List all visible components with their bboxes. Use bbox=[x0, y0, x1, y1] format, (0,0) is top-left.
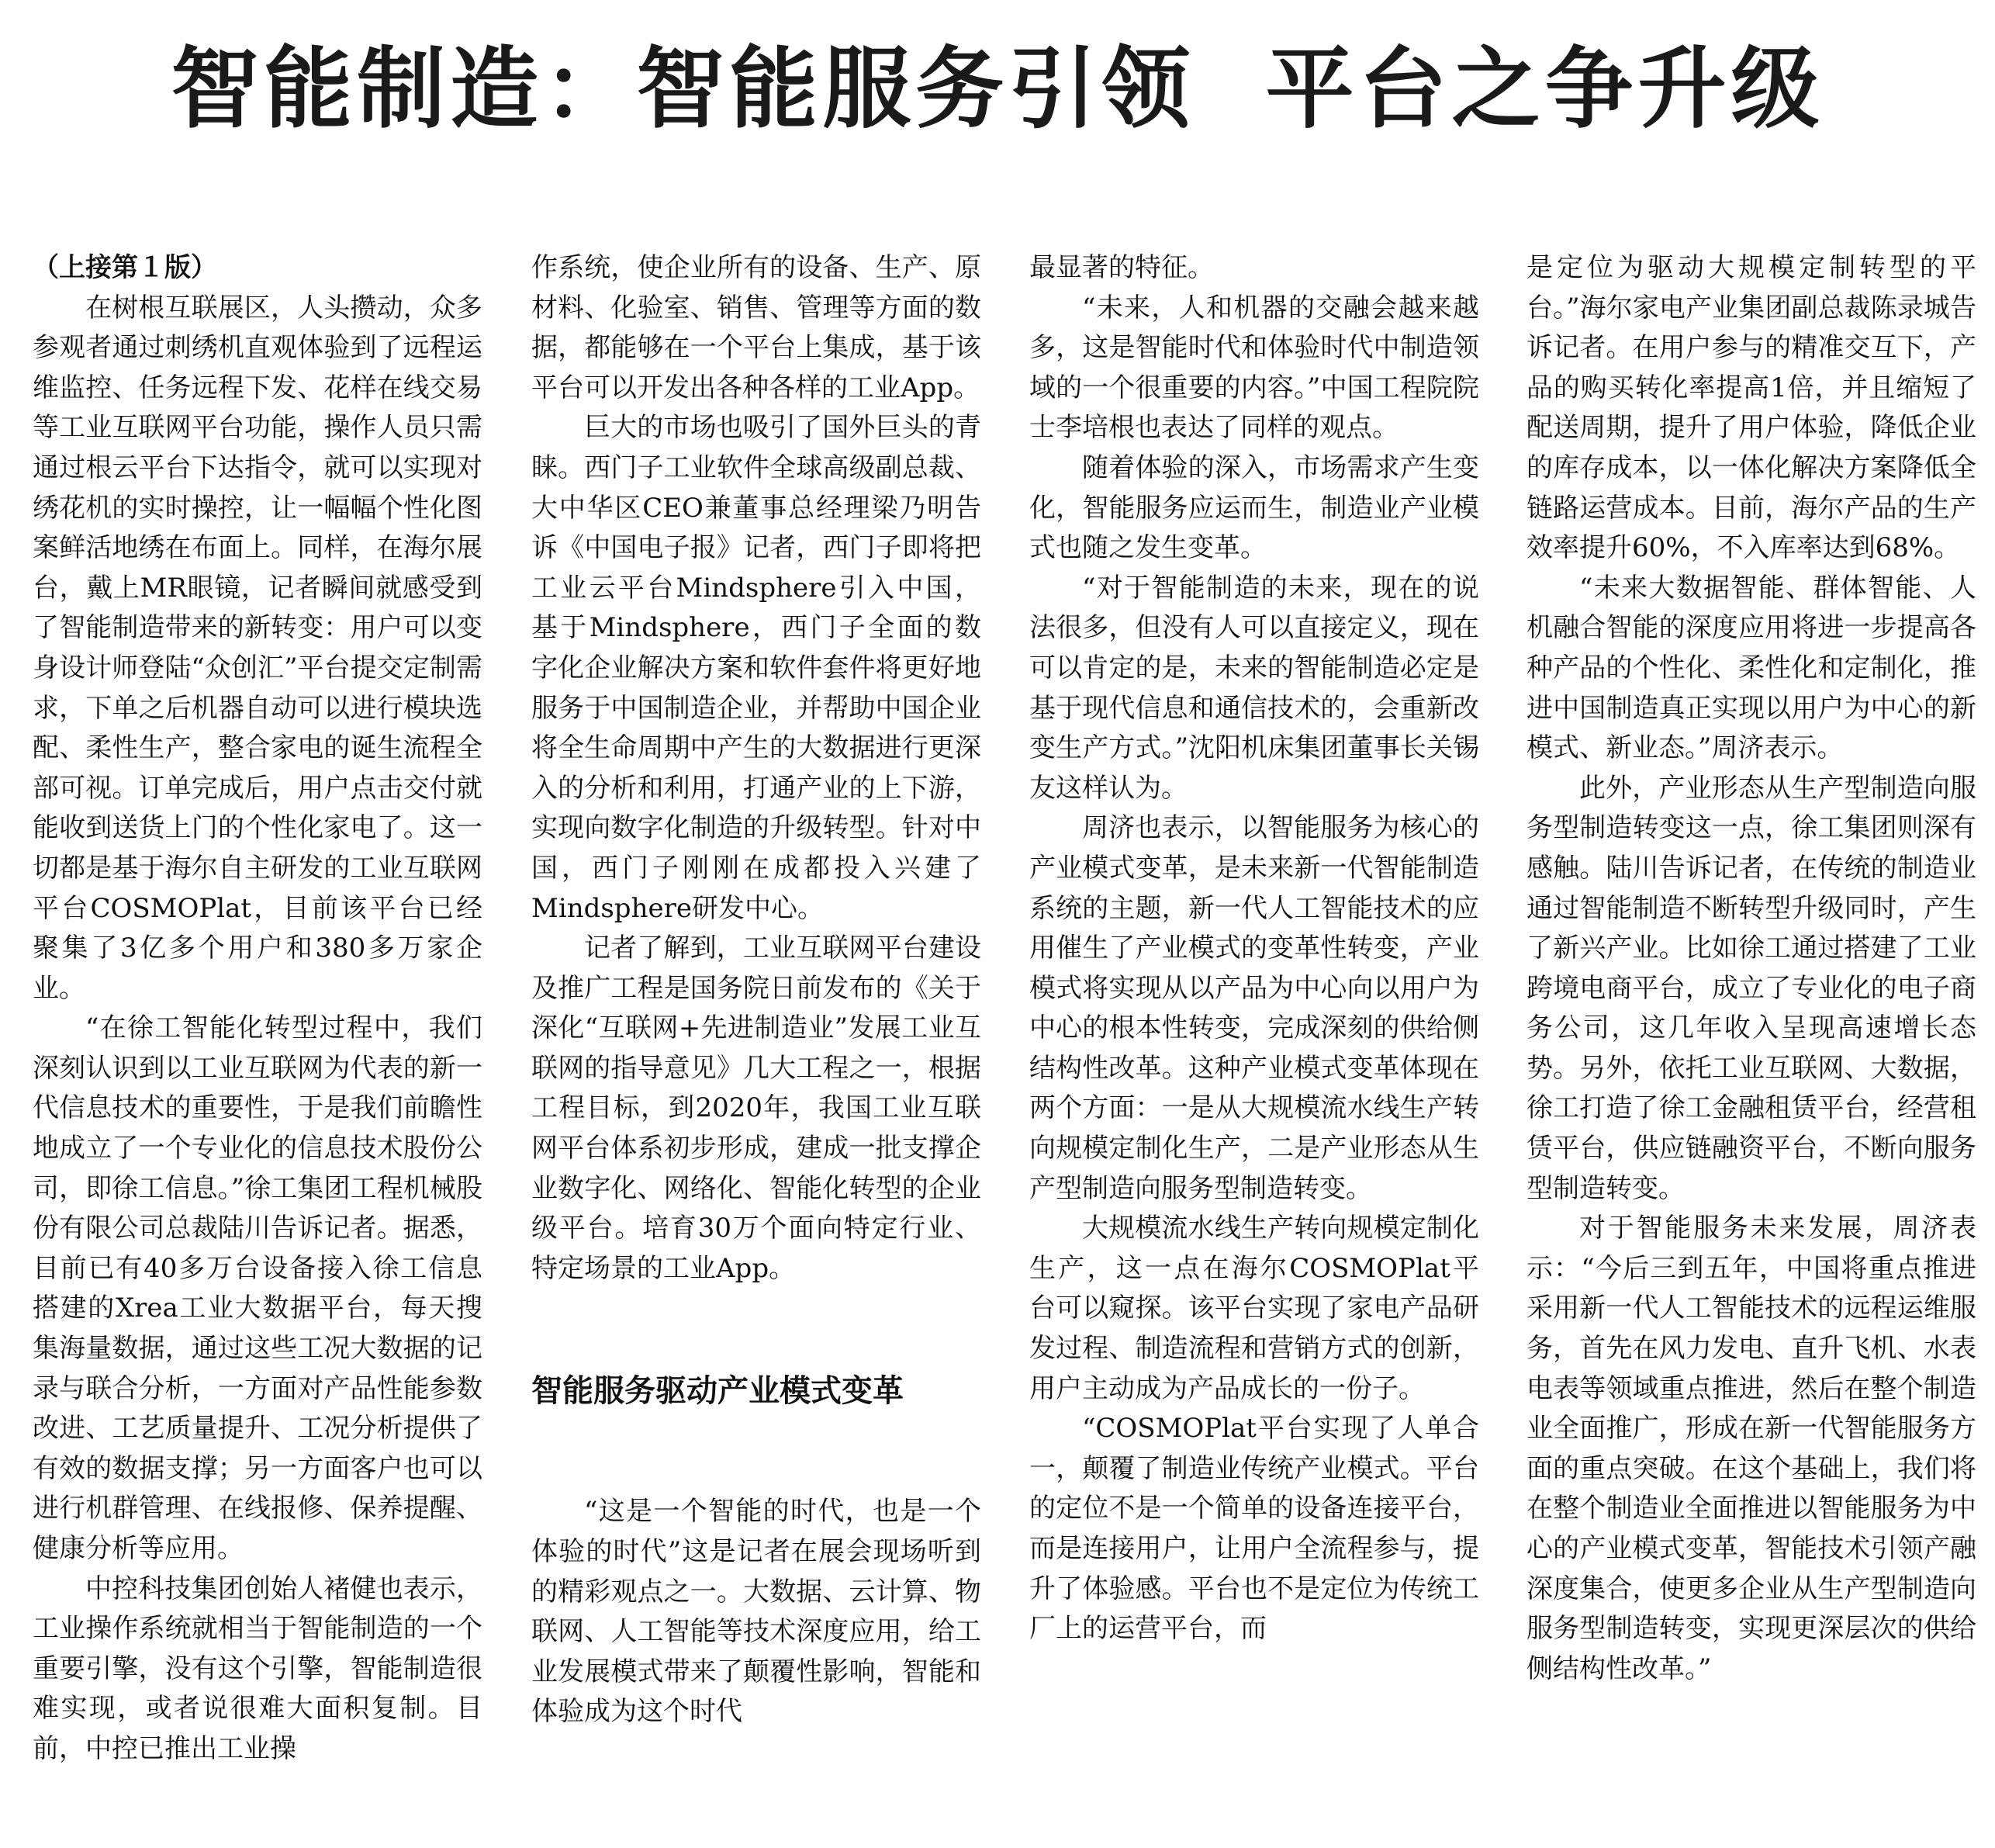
paragraph: 随着体验的深入，市场需求产生变化，智能服务应运而生，制造业产业模式也随之发生变革。 bbox=[1029, 452, 1479, 564]
paragraph: “对于智能制造的未来，现在的说法很多，但没有人可以直接定义，现在可以肯定的是，未来的智能制造必定是基于现代信息和通信技术的，会重新改变生产方式。”沈阳机床集团董事长关锡友这样认为。 bbox=[1029, 572, 1479, 804]
paragraph: 此外，产业形态从生产型制造向服务型制造转变这一点，徐工集团则深有感触。陆川告诉记者，在传统的制造业通过智能制造不断转型升级同时，产生了新兴产业。比如徐工通过搭建了工业跨境电商平台，成立了专业化的电子商务公司，这几年收入呈现高速增长态势。另外，依托工业互联网、大数据，徐工打造了徐工金融租赁平台，经营租赁平台，供应链融资平台，不断向服务型制造转变。 bbox=[1527, 772, 1976, 1204]
paragraph: 在树根互联展区，人头攒动，众多参观者通过刺绣机直观体验到了远程运维监控、任务远程下发、花样在线交易等工业互联网平台功能，操作人员只需通过根云平台下达指令，就可以实现对绣花机的实时操控，让一幅幅个性化图案鲜活地绣在布面上。同样，在海尔展台，戴上MR眼镜，记者瞬间就感受到了智能制造带来的新转变：用户可以变身设计师登陆“众创汇”平台提交定制需求，下单之后机器自动可以进行模块选配、柔性生产，整合家电的诞生流程全部可视。订单完成后，用户点击交付就能收到送货上门的个性化家电了。这一切都是基于海尔自主研发的工业互联网平台COSMOPlat，目前该平台已经聚集了3亿多个用户和380多万家企业。 bbox=[33, 292, 482, 1004]
article-column-1 bbox=[33, 248, 482, 1831]
article-column-2 bbox=[531, 248, 981, 1831]
article-column-3 bbox=[1029, 248, 1479, 1831]
headline: 智能制造：智能服务引领 平台之争升级 bbox=[171, 37, 1824, 140]
continuation-note: （上接第１版） bbox=[33, 252, 217, 283]
paragraph: 记者了解到，工业互联网平台建设及推广工程是国务院日前发布的《关于深化“互联网+先进制造业”发展工业互联网的指导意见》几大工程之一，根据工程目标，到2020年，我国工业互联网平台体系初步形成，建成一批支撑企业数字化、网络化、智能化转型的企业级平台。培育30万个面向特定行业、特定场景的工业App。 bbox=[531, 933, 981, 1284]
paragraph-continued: 作系统，使企业所有的设备、生产、原材料、化验室、销售、管理等方面的数据，都能够在一个平台上集成，基于该平台可以开发出各种各样的工业App。 bbox=[531, 252, 981, 403]
paragraph: 对于智能服务未来发展，周济表示：“今后三到五年，中国将重点推进采用新一代人工智能技术的远程运维服务，首先在风力发电、直升飞机、水表电表等领域重点推进，然后在整个制造业全面推广，形成在新一代智能服务方面的重点突破。在这个基础上，我们将在整个制造业全面推进以智能服务为中心的产业模式变革，智能技术引领产融深度集合，使更多企业从生产型制造向服务型制造转变，实现更深层次的供给侧结构性改革。” bbox=[1527, 1213, 1976, 1684]
paragraph: “未来，人和机器的交融会越来越多，这是智能时代和体验时代中制造领域的一个很重要的内容。”中国工程院院士李培根也表达了同样的观点。 bbox=[1029, 292, 1479, 444]
article-column-4 bbox=[1527, 248, 1976, 1831]
paragraph: “这是一个智能的时代，也是一个体验的时代”这是记者在展会现场听到的精彩观点之一。大数据、云计算、物联网、人工智能等技术深度应用，给工业发展模式带来了颠覆性影响，智能和体验成为这个时代 bbox=[531, 1496, 981, 1728]
paragraph: “在徐工智能化转型过程中，我们深刻认识到以工业互联网为代表的新一代信息技术的重要性，于是我们前瞻性地成立了一个专业化的信息技术股份公司，即徐工信息。”徐工集团工程机械股份有限公司总裁陆川告诉记者。据悉，目前已有40多万台设备接入徐工信息搭建的Xrea工业大数据平台，每天搜集海量数据，通过这些工况大数据的记录与联合分析，一方面对产品性能参数改进、工艺质量提升、工况分析提供了有效的数据支撑；另一方面客户也可以进行机群管理、在线报修、保养提醒、健康分析等应用。 bbox=[33, 1012, 482, 1564]
paragraph: “未来大数据智能、群体智能、人机融合智能的深度应用将进一步提高各种产品的个性化、柔性化和定制化，推进中国制造真正实现以用户为中心的新模式、新业态。”周济表示。 bbox=[1527, 572, 1976, 764]
paragraph-continued: 最显著的特征。 bbox=[1029, 252, 1214, 283]
paragraph-continued: 是定位为驱动大规模定制转型的平台。”海尔家电产业集团副总裁陈录城告诉记者。在用户参与的精准交互下，产品的购买转化率提高1倍，并且缩短了配送周期，提升了用户体验，降低企业的库存成本，以一体化解决方案降低全链路运营成本。目前，海尔产品的生产效率提升60%，不入库率达到68%。 bbox=[1527, 252, 1976, 564]
paragraph: 周济也表示，以智能服务为核心的产业模式变革，是未来新一代智能制造系统的主题，新一代人工智能技术的应用催生了产业模式的变革性转变，产业模式将实现从以产品为中心向以用户为中心的根本性转变，完成深刻的供给侧结构性改革。这种产业模式变革体现在两个方面：一是从大规模流水线生产转向规模定制化生产，二是产业形态从生产型制造向服务型制造转变。 bbox=[1029, 812, 1479, 1204]
paragraph: 大规模流水线生产转向规模定制化生产，这一点在海尔COSMOPlat平台可以窥探。该平台实现了家电产品研发过程、制造流程和营销方式的创新，用户主动成为产品成长的一份子。 bbox=[1029, 1213, 1479, 1404]
paragraph: “COSMOPlat平台实现了人单合一，颠覆了制造业传统产业模式。平台的定位不是一个简单的设备连接平台，而是连接用户，让用户全流程参与，提升了体验感。平台也不是定位为传统工厂上的运营平台，而 bbox=[1029, 1413, 1479, 1645]
paragraph: 中控科技集团创始人褚健也表示，工业操作系统就相当于智能制造的一个重要引擎，没有这个引擎，智能制造很难实现，或者说很难大面积复制。目前，中控已推出工业操 bbox=[33, 1573, 482, 1764]
section-subheading: 智能服务驱动产业模式变革 bbox=[531, 1373, 904, 1410]
paragraph: 巨大的市场也吸引了国外巨头的青睐。西门子工业软件全球高级副总裁、大中华区CEO兼董事总经理梁乃明告诉《中国电子报》记者，西门子即将把工业云平台Mindsphere引入中国，基于Mindsphere，西门子全面的数字化企业解决方案和软件套件将更好地服务于中国制造企业，并帮助中国企业将全生命周期中产生的大数据进行更深入的分析和利用，打通产业的上下游，实现向数字化制造的升级转型。针对中国，西门子刚刚在成都投入兴建了Mindsphere研发中心。 bbox=[531, 412, 981, 924]
